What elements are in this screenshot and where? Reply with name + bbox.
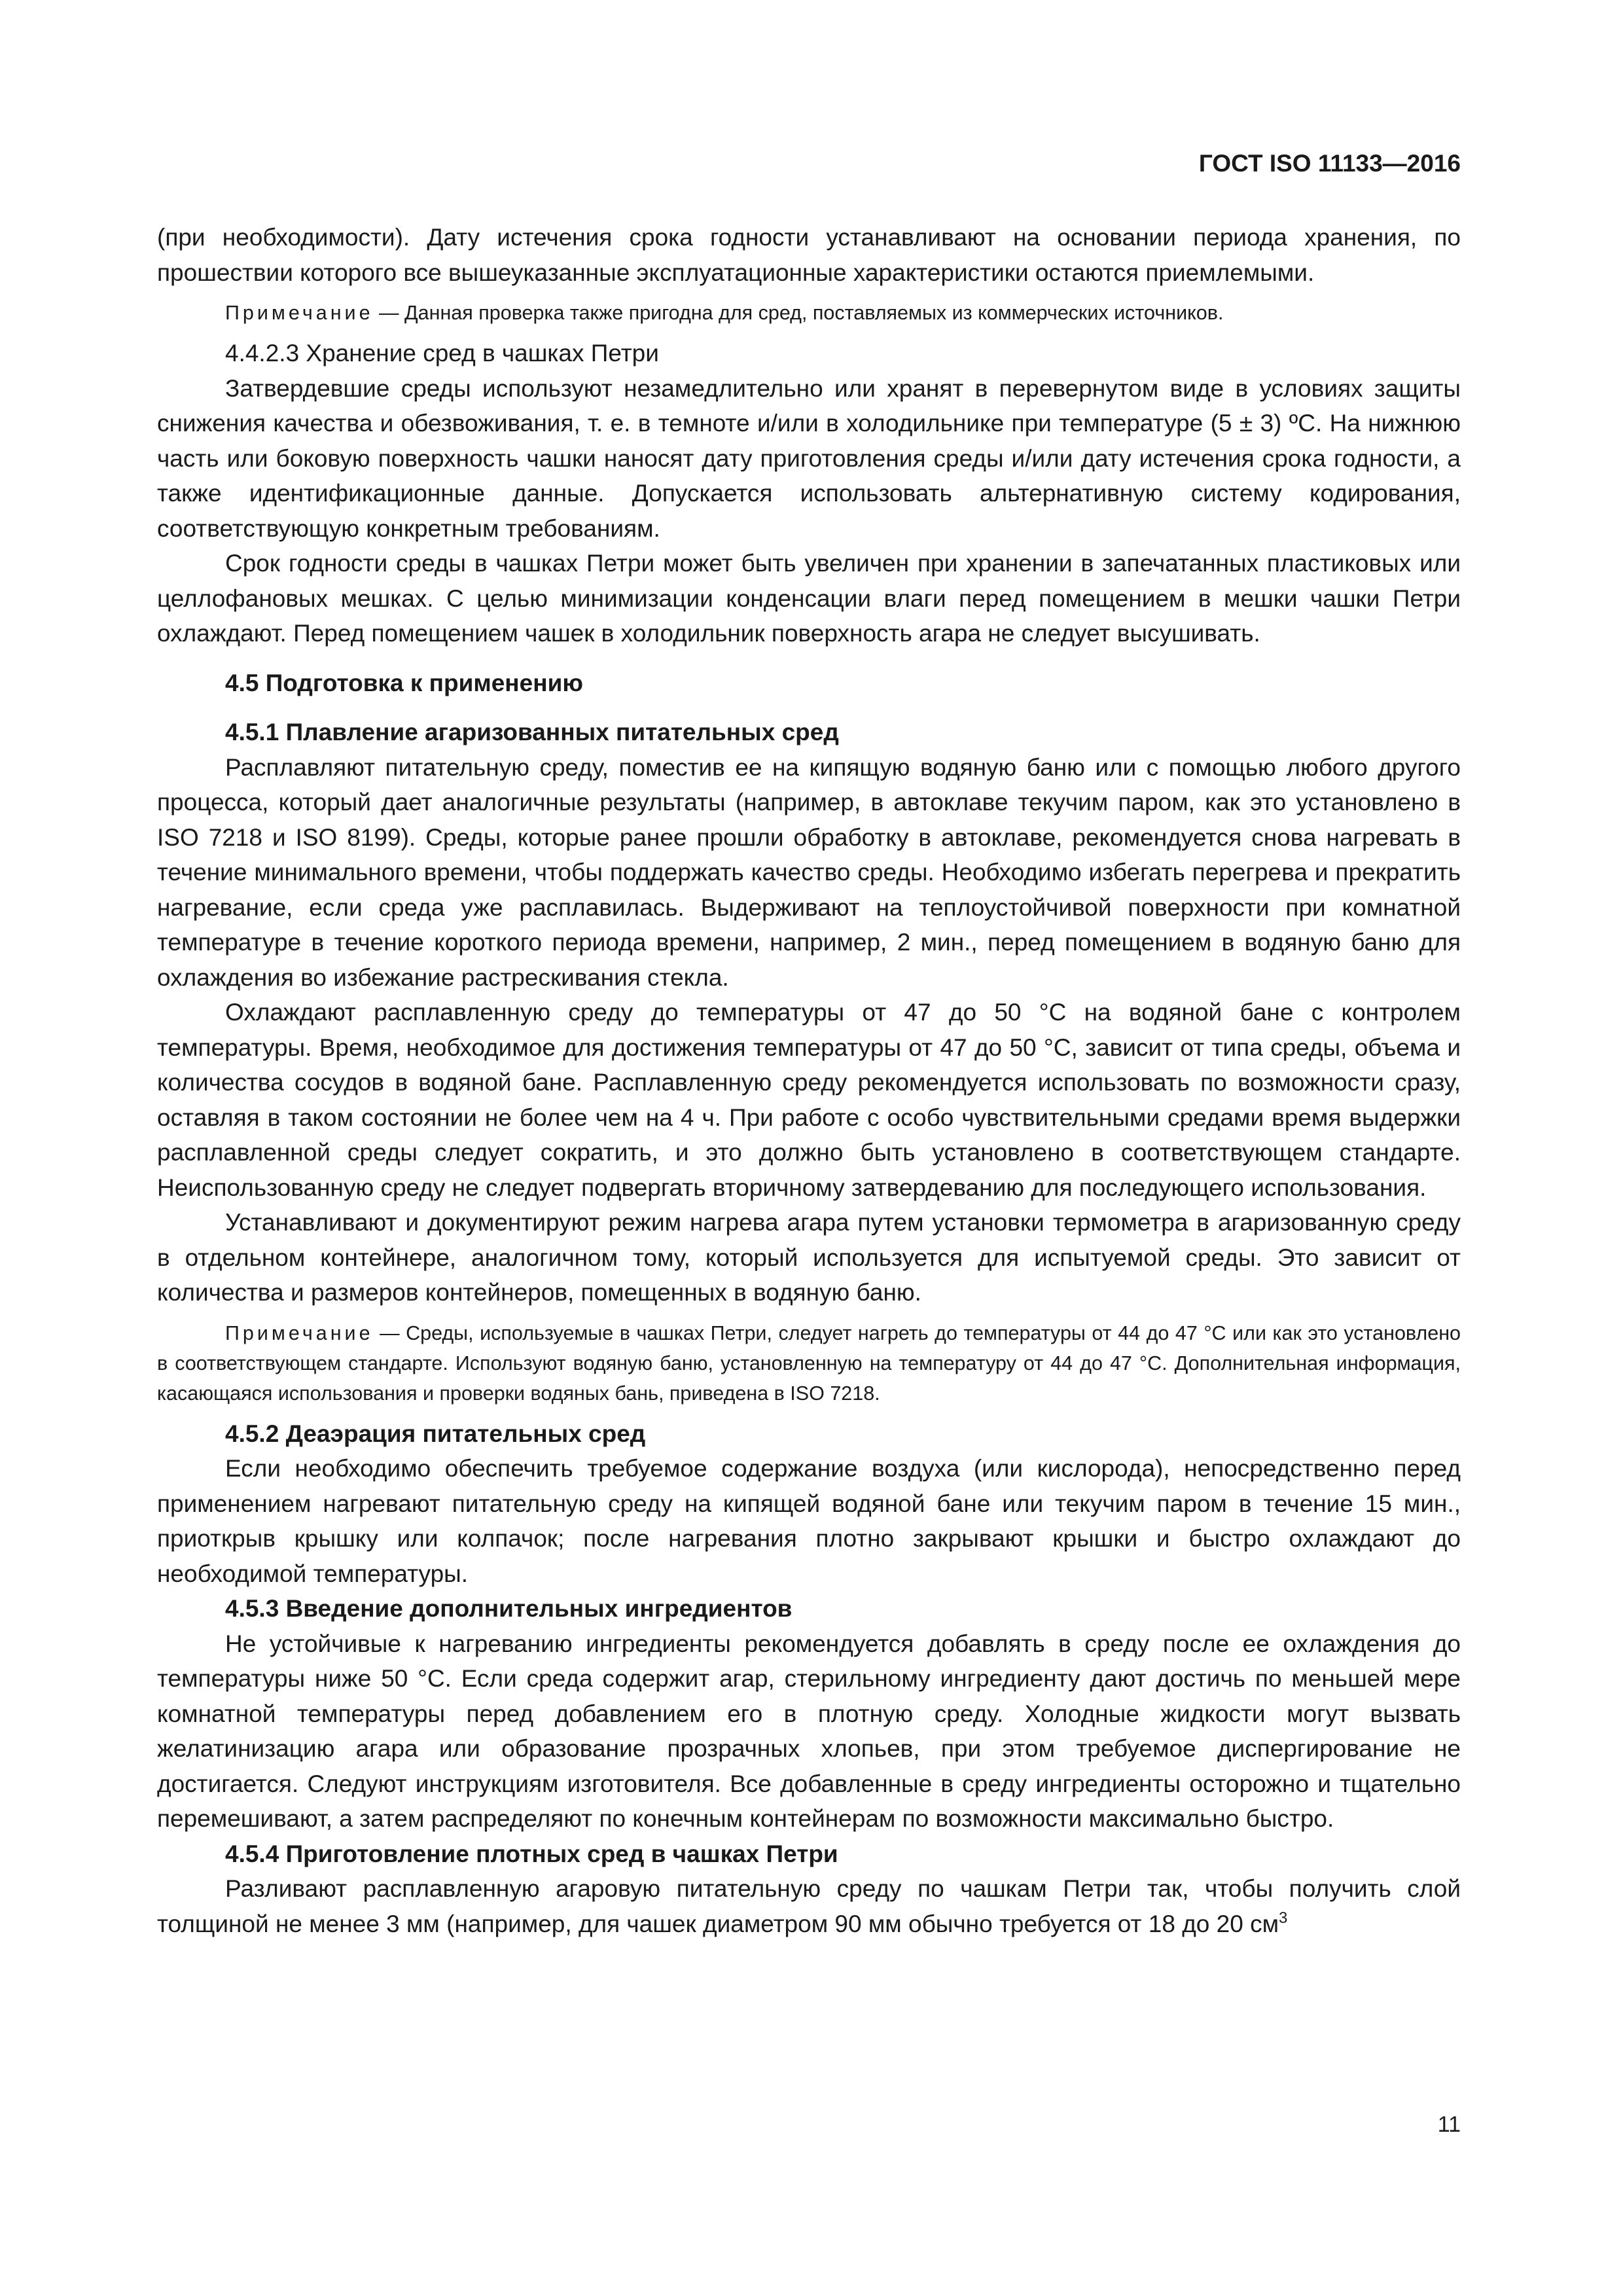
note-2 (157, 1318, 1461, 1408)
paragraph: Устанавливают и документируют режим нагрева агара путем установки термометра в агаризованную среду в отдельном контейнере, аналогичном тому, который используется для испытуемой среды. Это зависит от количества и размеров контейнеров, помещенных в водяную баню. (157, 1209, 1461, 1306)
note-text: Данная проверка также пригодна для сред, поставляемых из коммерческих источников. (404, 302, 1224, 324)
section-heading-4-5: 4.5 Подготовка к применению (225, 669, 583, 696)
superscript: 3 (1279, 1909, 1288, 1927)
paragraph-continuation: (при необходимости). Дату истечения срока годности устанавливают на основании периода хранения, по прошествии которого все вышеуказанные эксплуатационные характеристики остаются приемлемыми. (157, 224, 1461, 286)
page-body (157, 220, 1461, 1941)
note-label: Примечание (225, 1321, 374, 1344)
paragraph: Затвердевшие среды используют незамедлительно или хранят в перевернутом виде в условиях защиты снижения качества и обезвоживания, т. е. в темноте и/или в холодильнике при температуре (5 ± 3) ºC. На нижнюю часть или боковую поверхность чашки наносят дату приготовления среды и/или дату истечения срока годности, а также идентификационные данные. Допускается использовать альтернативную систему кодирования, соответствующую конкретным требованиям. (157, 374, 1461, 542)
paragraph: Охлаждают расплавленную среду до температуры от 47 до 50 °C на водяной бане с контролем температуры. Время, необходимое для достижения температуры от 47 до 50 °C, зависит от типа среды, объема и количества сосудов в водяной бане. Расплавленную среду рекомендуется использовать по возможности сразу, оставляя в таком состоянии не более чем на 4 ч. При работе с особо чувствительными средами время выдержки расплавленной среды следует сократить, и это должно быть установлено в соответствующем стандарте. Неиспользованную среду не следует подвергать вторичному затвердеванию для последующего использования. (157, 999, 1461, 1201)
section-heading-4-4-2-3: 4.4.2.3 Хранение сред в чашках Петри (225, 340, 659, 367)
paragraph-text: Разливают расплавленную агаровую питательную среду по чашкам Петри так, чтобы получить слой толщиной не менее 3 мм (например, для чашек диаметром 90 мм обычно требуется от 18 до 20 см (157, 1875, 1461, 1937)
note-1 (157, 298, 1461, 328)
paragraph: Если необходимо обеспечить требуемое содержание воздуха (или кислорода), непосредственно перед применением нагревают питательную среду на кипящей водяной бане или текучим паром в течение 15 мин., приоткрыв крышку или колпачок; после нагревания плотно закрывают крышки и быстро охлаждают до необходимой температуры. (157, 1455, 1461, 1587)
section-heading-4-5-1: 4.5.1 Плавление агаризованных питательных сред (225, 719, 839, 745)
document-header: ГОСТ ISO 11133—2016 (1198, 150, 1461, 177)
note-text: Среды, используемые в чашках Петри, следует нагреть до температуры от 44 до 47 °C или как это установлено в соответствующем стандарте. Используют водяную баню, установленную на температуру от 44 до 47 °C. Дополнительная информация, касающаяся использования и проверки водяных бань, приведена в ISO 7218. (157, 1321, 1461, 1405)
paragraph: Не устойчивые к нагреванию ингредиенты рекомендуется добавлять в среду после ее охлаждения до температуры ниже 50 °C. Если среда содержит агар, стерильному ингредиенту дают достичь по меньшей мере комнатной температуры перед добавлением его в плотную среду. Холодные жидкости могут вызвать желатинизацию агара или образование прозрачных хлопьев, при этом требуемое диспергирование не достигается. Следуют инструкциям изготовителя. Все добавленные в среду ингредиенты осторожно и тщательно перемешивают, а затем распределяют по конечным контейнерам по возможности максимально быстро. (157, 1630, 1461, 1832)
note-dash: — (373, 1321, 406, 1344)
paragraph: Расплавляют питательную среду, поместив ее на кипящую водяную баню или с помощью любого другого процесса, который дает аналогичные результаты (например, в автоклаве текучим паром, как это установлено в ISO 7218 и ISO 8199). Среды, которые ранее прошли обработку в автоклаве, рекомендуется снова нагревать в течение минимального времени, чтобы поддержать качество среды. Необходимо избегать перегрева и прекратить нагревание, если среда уже расплавилась. Выдерживают на теплоустойчивой поверхности при комнатной температуре в течение короткого периода времени, например, 2 мин., перед помещением в водяную баню для охлаждения во избежание растрескивания стекла. (157, 753, 1461, 991)
section-heading-4-5-2: 4.5.2 Деаэрация питательных сред (225, 1420, 646, 1447)
section-heading-4-5-4: 4.5.4 Приготовление плотных сред в чашках Петри (225, 1840, 838, 1867)
page-number: 11 (1437, 2112, 1461, 2137)
note-dash: — (373, 302, 404, 324)
note-label: Примечание (225, 302, 374, 324)
paragraph: Срок годности среды в чашках Петри может быть увеличен при хранении в запечатанных пластиковых или целлофановых мешках. С целью минимизации конденсации влаги перед помещением в мешки чашки Петри охлаждают. Перед помещением чашек в холодильник поверхность агара не следует высушивать. (157, 550, 1461, 647)
section-heading-4-5-3: 4.5.3 Введение дополнительных ингредиентов (225, 1595, 793, 1622)
paragraph (157, 1871, 1461, 1941)
